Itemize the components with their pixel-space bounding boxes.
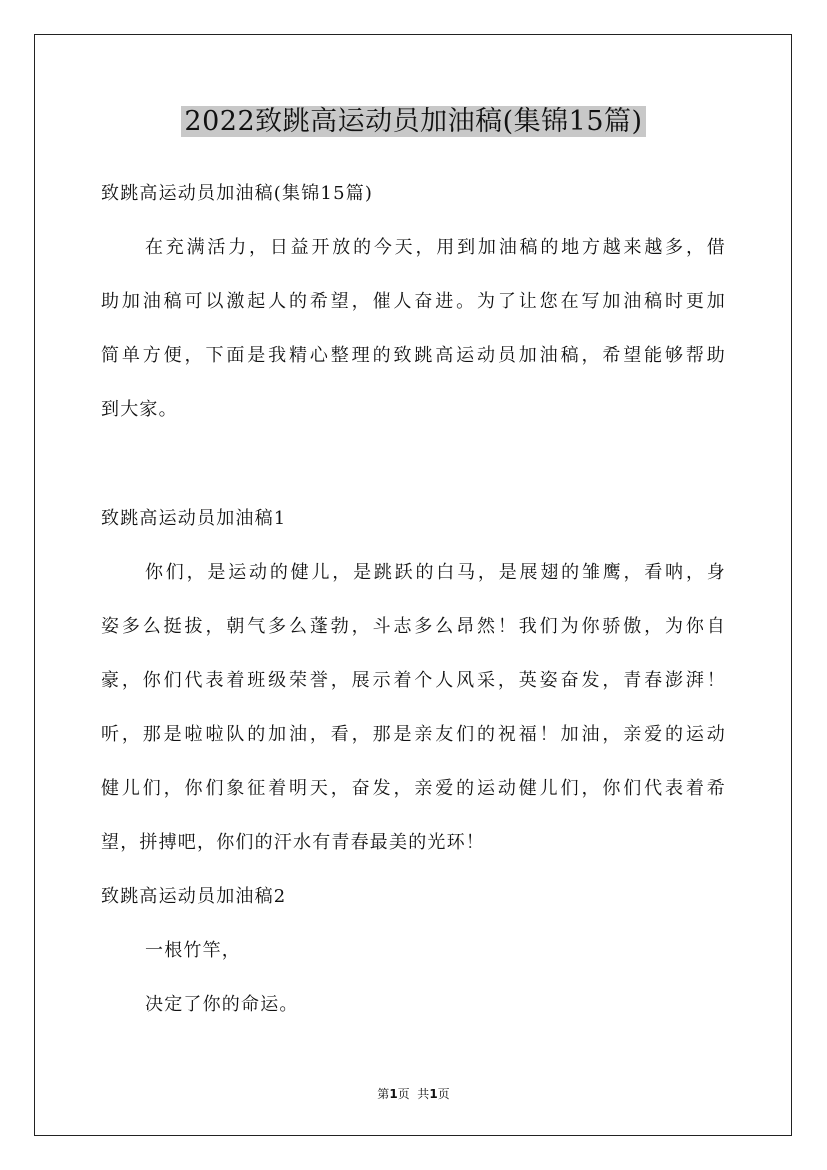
section-1-line-4: 听，那是啦啦队的加油，看，那是亲友们的祝福！加油，亲爱的运动 (101, 724, 726, 745)
document-title-text: 2022致跳高运动员加油稿(集锦15篇) (181, 106, 645, 137)
section-2-line-1: 一根竹竿， (145, 940, 241, 961)
intro-line-4: 到大家。 (101, 399, 178, 420)
section-1-line-3: 豪，你们代表着班级荣誉，展示着个人风采，英姿奋发，青春澎湃！ (101, 670, 726, 691)
footer-page-mid: 页 共 (397, 1087, 430, 1101)
intro-line-1: 在充满活力，日益开放的今天，用到加油稿的地方越来越多，借 (145, 237, 726, 258)
section-1-line-6: 望，拼搏吧，你们的汗水有青春最美的光环！ (101, 832, 485, 853)
intro-line-2: 助加油稿可以激起人的希望，催人奋进。为了让您在写加油稿时更加 (101, 291, 726, 312)
document-title (0, 102, 827, 142)
section-1-heading: 致跳高运动员加油稿1 (101, 508, 287, 529)
footer-page-current: 1 (389, 1087, 398, 1101)
footer-page-total: 1 (429, 1087, 438, 1101)
footer-page-suffix: 页 (437, 1087, 450, 1101)
intro-line-3: 简单方便，下面是我精心整理的致跳高运动员加油稿，希望能够帮助 (101, 345, 726, 366)
section-1-line-5: 健儿们，你们象征着明天，奋发，亲爱的运动健儿们，你们代表着希 (101, 778, 726, 799)
section-2-line-2: 决定了你的命运。 (145, 994, 299, 1015)
section-2-heading: 致跳高运动员加油稿2 (101, 886, 287, 907)
document-subtitle: 致跳高运动员加油稿(集锦15篇) (101, 183, 374, 204)
page-footer (0, 1086, 827, 1102)
section-1-line-1: 你们，是运动的健儿，是跳跃的白马，是展翅的雏鹰，看呐，身 (145, 562, 726, 583)
footer-page-prefix: 第 (377, 1087, 390, 1101)
section-1-line-2: 姿多么挺拔，朝气多么蓬勃，斗志多么昂然！我们为你骄傲，为你自 (101, 616, 726, 637)
